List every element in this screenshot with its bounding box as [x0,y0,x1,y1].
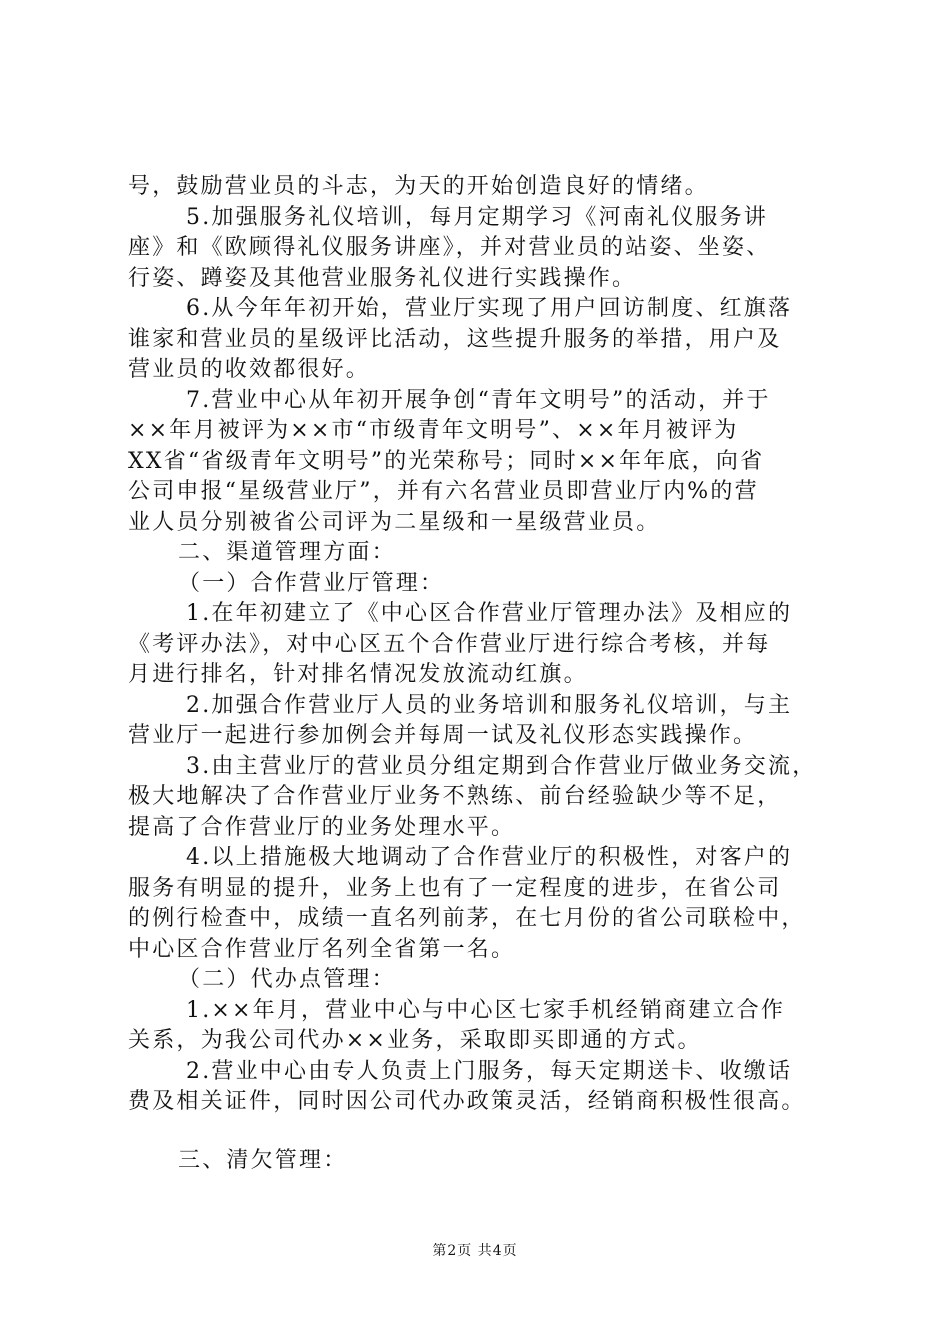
subsection-heading: （二）代办点管理： [178,967,396,992]
document-body [128,172,828,1176]
text-line: 2.加强合作营业厅人员的业务培训和服务礼仪培训，与主 [186,692,793,718]
text-line: 行姿、蹲姿及其他营业服务礼仪进行实践操作。 [128,265,637,291]
page-number-footer: 第2页 共4页 [432,1243,518,1259]
text-line: 1.在年初建立了《中心区合作营业厅管理办法》及相应的 [186,601,793,626]
text-line: 极大地解决了合作营业厅业务不熟练、前台经验缺少等不足， [128,784,782,809]
text-line: 5.加强服务礼仪培训，每月定期学习《河南礼仪服务讲 [186,204,768,230]
section-heading: 三、清欠管理： [178,1147,348,1173]
text-line: 的例行检查中，成绩一直名列前茅，在七月份的省公司联检中， [128,906,806,931]
text-line: 1.××年月，营业中心与中心区七家手机经销商建立合作 [186,997,786,1023]
section-heading: 二、渠道管理方面： [178,540,396,565]
text-line: 7.营业中心从年初开展争创“青年文明号”的活动，并于 [186,387,771,413]
text-line: 谁家和营业员的星级评比活动，这些提升服务的举措，用户及 [128,326,782,352]
text-line: 《考评办法》，对中心区五个合作营业厅进行综合考核，并每 [128,631,771,657]
text-line: 费及相关证件，同时因公司代办政策灵活，经销商积极性很高。 [128,1089,806,1114]
text-line: 3.由主营业厅的营业员分组定期到合作营业厅做业务交流， [186,753,817,779]
text-line: ××年月被评为××市“市级青年文明号”、××年月被评为 [128,418,739,443]
text-line: 公司申报“星级营业厅”，并有六名营业员即营业厅内%的营 [128,479,759,504]
text-line: 4.以上措施极大地调动了合作营业厅的积极性，对客户的 [186,845,793,870]
text-line: 中心区合作营业厅名列全省第一名。 [128,936,516,962]
text-line: XX省“省级青年文明号”的光荣称号；同时××年年底，向省 [128,448,765,474]
text-line: 2.营业中心由专人负责上门服务，每天定期送卡、收缴话 [186,1058,793,1084]
text-line: 提高了合作营业厅的业务处理水平。 [128,814,516,840]
text-line: 关系，为我公司代办××业务，采取即买即通的方式。 [128,1028,702,1053]
text-line: 月进行排名，针对排名情况发放流动红旗。 [128,662,588,687]
text-line: 服务有明显的提升，业务上也有了一定程度的进步，在省公司 [128,875,782,901]
text-line: 营业员的收效都很好。 [128,357,371,382]
subsection-heading: （一）合作营业厅管理： [178,570,445,596]
text-line: 6.从今年年初开始，营业厅实现了用户回访制度、红旗落 [186,296,793,321]
text-line: 号，鼓励营业员的斗志，为天的开始创造良好的情绪。 [128,174,709,199]
text-line: 业人员分别被省公司评为二星级和一星级营业员。 [128,509,661,535]
text-line: 座》和《欧顾得礼仪服务讲座》，并对营业员的站姿、坐姿、 [128,235,771,260]
text-line: 营业厅一起进行参加例会并每周一试及礼仪形态实践操作。 [128,723,758,748]
